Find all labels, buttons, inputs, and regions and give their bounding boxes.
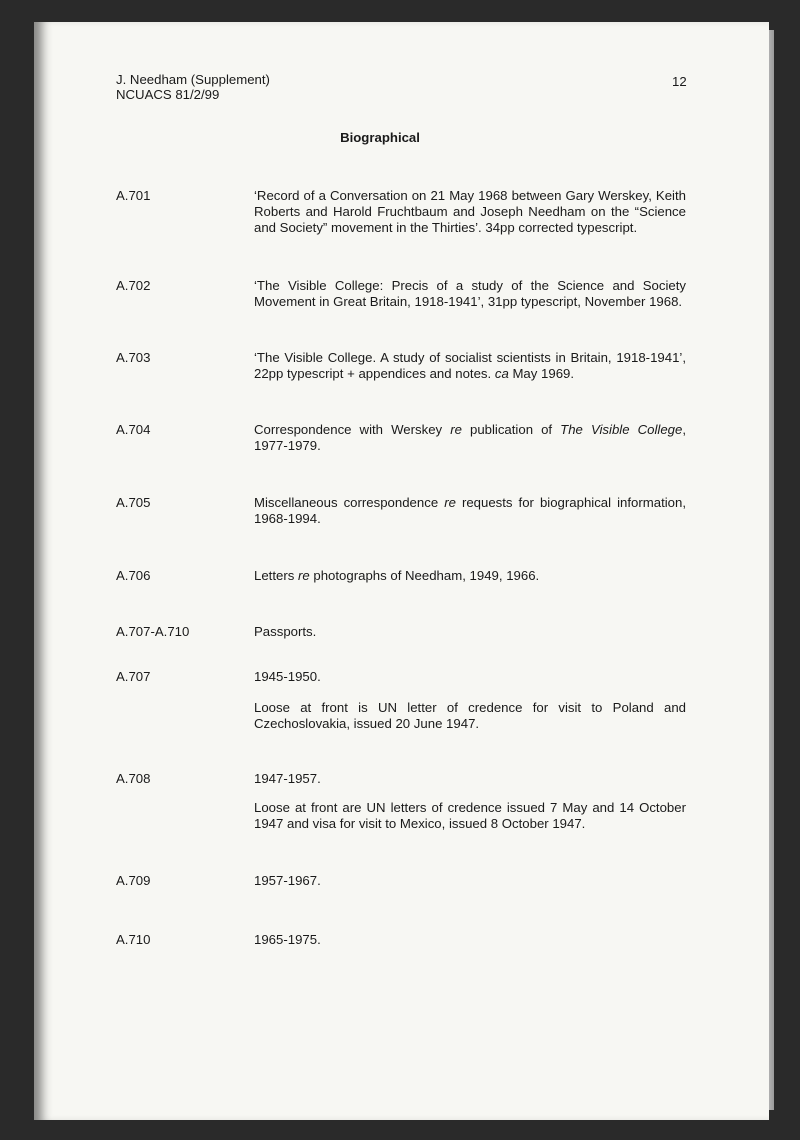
entry-ref: A.706 [116,568,151,583]
entry-ref: A.710 [116,932,151,947]
entry-description: ‘Record of a Conversation on 21 May 1968 between Gary Werskey, Keith Roberts and Harold Fruchtbaum and Joseph Needham on the “Science and Society” movement in the Thirties’. 34pp corrected typescript. [254,188,686,235]
entry-note: Loose at front is UN letter of credence for visit to Poland and Czechoslovakia, issued 20 June 1947. [254,700,686,731]
entry-description: ‘The Visible College. A study of socialist scientists in Britain, 1918-1941’, 22pp typescript + appendices and notes. ca May 1969. [254,350,686,381]
entry-description: Letters re photographs of Needham, 1949, 1966. [254,568,540,583]
entry-ref: A.701 [116,188,151,203]
entry-description: 1957-1967. [254,873,321,888]
entry-ref: A.705 [116,495,151,510]
page-number: 12 [672,74,687,89]
entry-ref: A.703 [116,350,151,365]
entry-ref: A.709 [116,873,151,888]
section-title: Biographical [340,130,420,145]
header-title: J. Needham (Supplement) [116,72,270,87]
entry-ref: A.702 [116,278,151,293]
entry-description: 1947-1957. [254,771,321,786]
entry-description: 1945-1950. [254,669,321,684]
entry-description: Passports. [254,624,317,639]
entry-ref: A.707 [116,669,151,684]
entry-ref: A.704 [116,422,151,437]
entry-ref: A.708 [116,771,151,786]
entry-description: 1965-1975. [254,932,321,947]
entry-description: Correspondence with Werskey re publication of The Visible College, 1977-1979. [254,422,686,453]
entry-description: ‘The Visible College: Precis of a study of the Science and Society Movement in Great Britain, 1918-1941’, 31pp typescript, November 1968. [254,278,686,309]
entry-note: Loose at front are UN letters of credence issued 7 May and 14 October 1947 and visa for visit to Mexico, issued 8 October 1947. [254,800,686,831]
entry-description: Miscellaneous correspondence re requests for biographical information, 1968-1994. [254,495,686,526]
entry-ref: A.707-A.710 [116,624,190,639]
header-reference: NCUACS 81/2/99 [116,87,220,102]
